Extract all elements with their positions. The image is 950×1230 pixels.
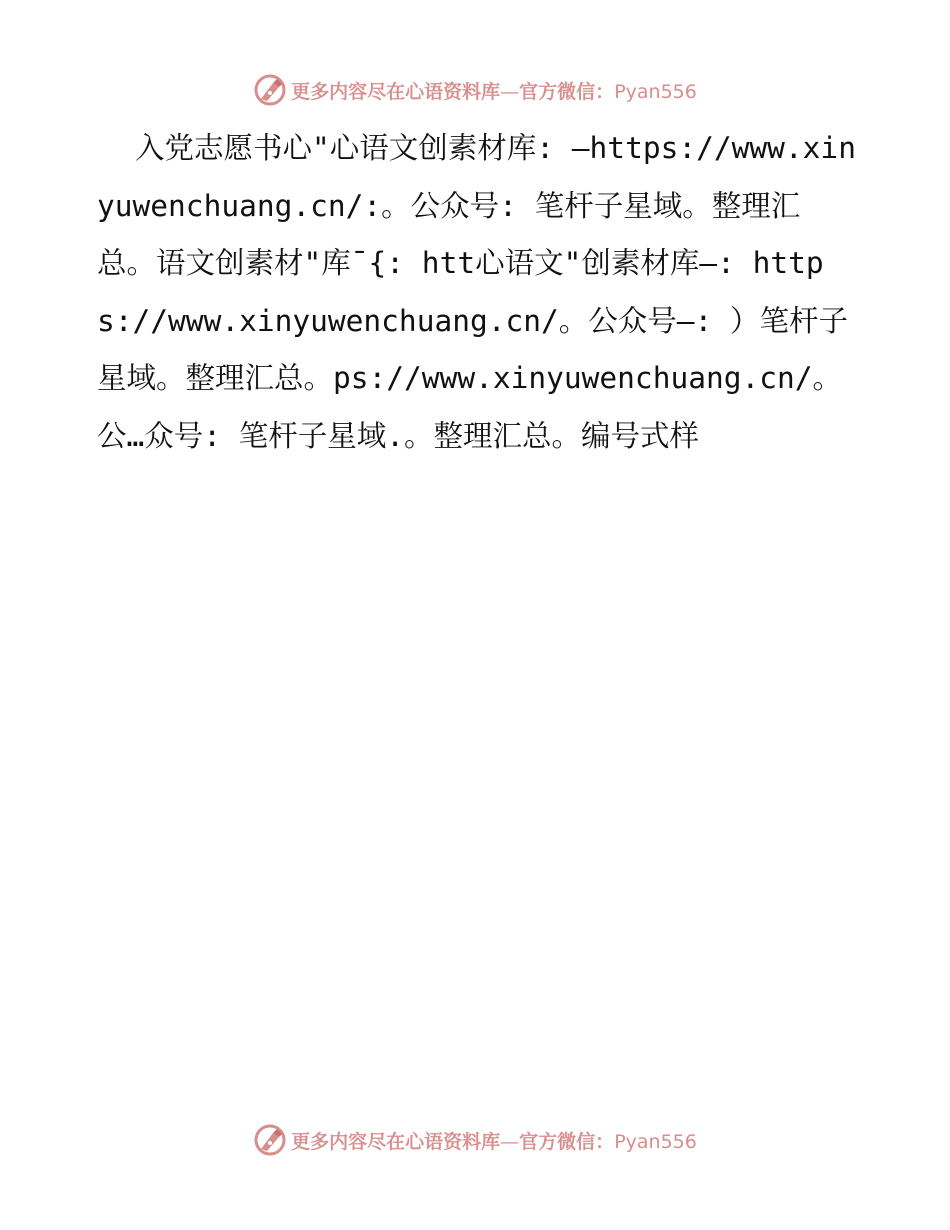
- footer-banner-inner: [253, 1123, 697, 1157]
- header-banner-text: [291, 77, 697, 104]
- pen-nib-logo-icon: [253, 73, 287, 107]
- footer-banner: [0, 1120, 950, 1160]
- header-banner-sep: —: [500, 80, 520, 103]
- footer-banner-main: 更多内容尽在心语资料库: [291, 1130, 501, 1153]
- header-banner-inner: [253, 73, 697, 107]
- header-banner: [0, 70, 950, 110]
- header-banner-official: 官方微信：: [519, 80, 615, 103]
- header-banner-main: 更多内容尽在心语资料库: [291, 80, 501, 103]
- header-banner-wechat: Pyan556: [614, 80, 697, 103]
- footer-banner-wechat: Pyan556: [614, 1130, 697, 1153]
- document-content: [97, 120, 857, 465]
- document-paragraph: 入党志愿书心"心语文创素材库: —https://www.xinyuwenchuang.cn/:。公众号: 笔杆子星域。整理汇总。语文创素材"库¯{: htt心语文"创素材库—: https://www.xinyuwenchuang.cn/。公众号—: ）笔杆子星域。整理汇总。ps://www.xinyuwenchuang.cn/。公…众号: 笔杆子星域.。整理汇总。编号式样: [97, 131, 856, 453]
- footer-banner-sep: —: [500, 1130, 520, 1153]
- footer-banner-text: [291, 1127, 697, 1154]
- footer-banner-official: 官方微信：: [519, 1130, 615, 1153]
- pen-nib-logo-icon: [253, 1123, 287, 1157]
